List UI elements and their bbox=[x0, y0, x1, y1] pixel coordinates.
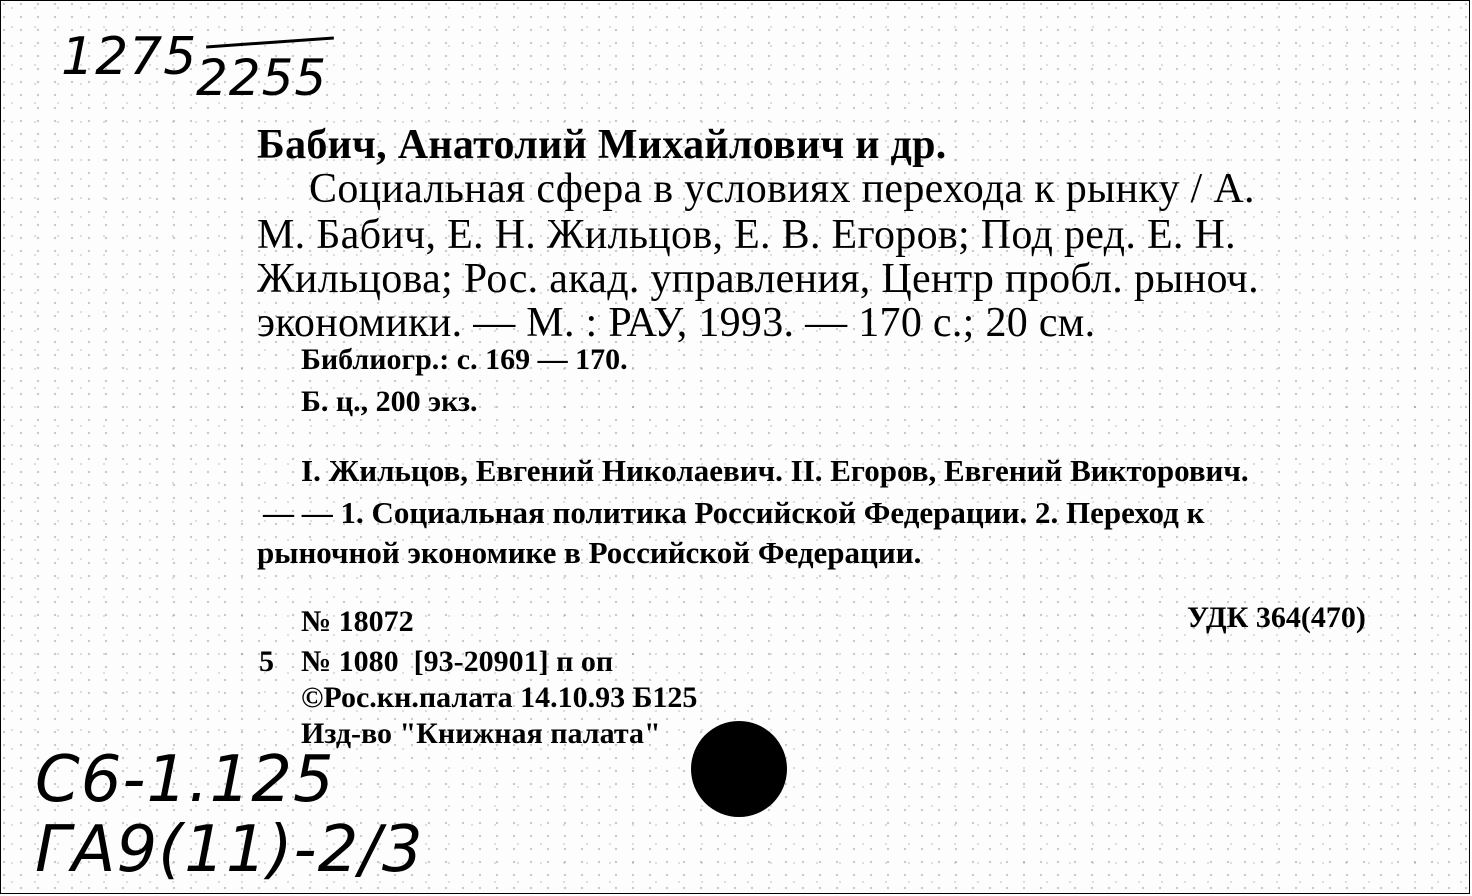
record-number: № 18072 bbox=[301, 605, 414, 638]
record-number-2: № 1080 [93-20901] п оп bbox=[301, 645, 614, 678]
tracings-line-3: рыночной экономике в Российской Федерации. bbox=[257, 535, 922, 570]
handwritten-top-number: 1275 bbox=[61, 27, 198, 87]
title-line-4: экономики. — М. : РАУ, 1993. — 170 с.; 20 см. bbox=[257, 300, 1096, 346]
record-number-2-prefix: 5 bbox=[259, 645, 274, 678]
note-price: Б. ц., 200 экз. bbox=[301, 385, 478, 418]
author-heading: Бабич, Анатолий Михайлович и др. bbox=[257, 122, 947, 168]
tracings-line-2: — — 1. Социальная политика Российской Федерации. 2. Переход к bbox=[263, 495, 1205, 530]
title-line-1: Социальная сфера в условиях перехода к рынку / А. bbox=[309, 166, 1255, 212]
tracings-line-1: I. Жильцов, Евгений Николаевич. II. Егоров, Евгений Викторович. bbox=[301, 453, 1249, 488]
handwritten-fraction-line bbox=[206, 37, 334, 49]
copyright-line: ©Рос.кн.палата 14.10.93 Б125 bbox=[301, 681, 698, 714]
udk-code: УДК 364(470) bbox=[1187, 601, 1366, 634]
note-bibliography: Библиогр.: с. 169 — 170. bbox=[301, 343, 628, 376]
handwritten-top-fraction: 2255 bbox=[196, 49, 328, 107]
title-line-2: М. Бабич, Е. Н. Жильцов, Е. В. Егоров; Под ред. Е. Н. bbox=[257, 212, 1236, 258]
handwritten-shelf-mark-2: ГА9(11)-2/3 bbox=[35, 813, 424, 887]
handwritten-shelf-mark: С6-1.125 bbox=[35, 743, 335, 817]
punch-hole bbox=[691, 721, 787, 817]
publisher-line: Изд-во "Книжная палата" bbox=[301, 717, 661, 750]
title-line-3: Жильцова; Рос. акад. управления, Центр пробл. рыноч. bbox=[257, 256, 1259, 302]
